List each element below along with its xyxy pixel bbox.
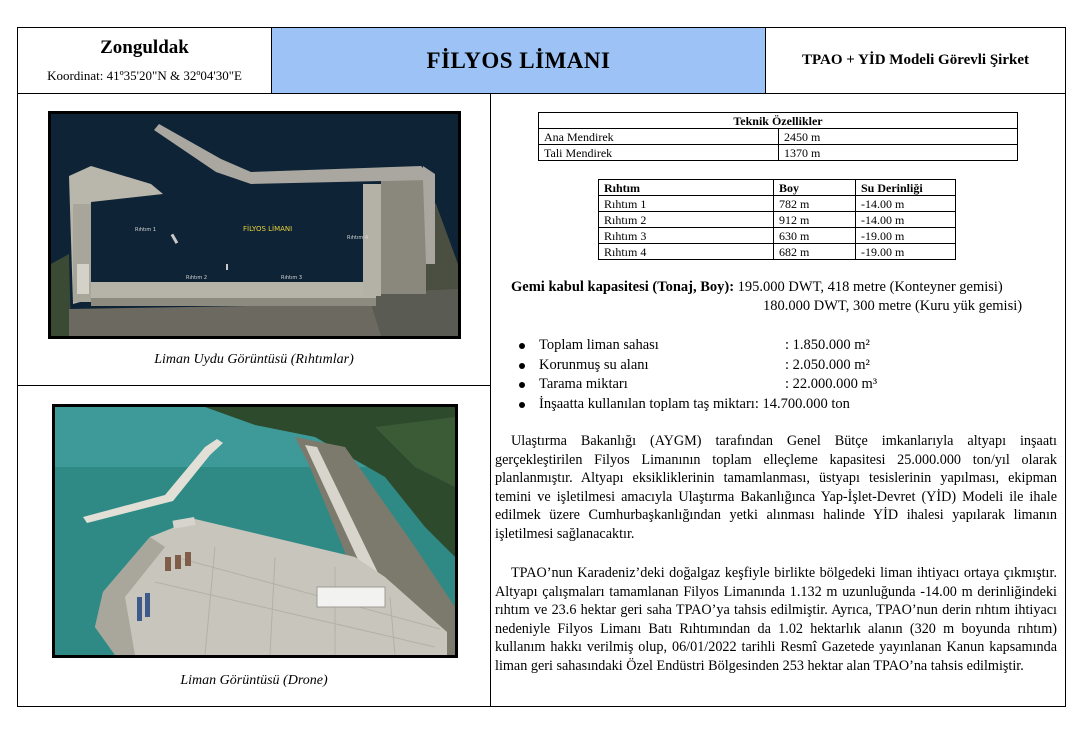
table-row xyxy=(539,129,1018,145)
bullet-icon xyxy=(519,382,525,388)
berth-1-label: Rıhtım 1 xyxy=(135,227,157,233)
spec-value: 1370 m xyxy=(779,145,1018,161)
drone-caption: Liman Görüntüsü (Drone) xyxy=(180,673,328,688)
satellite-image xyxy=(48,111,461,339)
table-row xyxy=(599,196,956,212)
location-cell xyxy=(18,28,272,93)
satellite-port-drawing xyxy=(51,114,458,336)
ship-capacity xyxy=(511,278,1022,316)
satellite-caption: Liman Uydu Görüntüsü (Rıhtımlar) xyxy=(154,352,354,367)
paragraph-ministry: Ulaştırma Bakanlığı (AYGM) tarafından Genel Bütçe imkanlarıyla altyapı inşaatı gerçekleştirilen Filyos Limanının toplam elleçleme kapasitesi 25.000.000 ton/yıl olarak planlanmıştır. Altyapı eksikliklerinin tamamlanması, üstyapı tesislerinin yapılması, ekipman temini ve işletilmesi amacıyla Ulaştırma Bakanlığınca Yap-İşlet-Devret (YİD) Modeli ile ihale edilmek üzere Cumhurbaşkanlığından yetki alınması halinde YİD ihalesi yapılarak limanın işletilmesi sağlanacaktır. xyxy=(495,433,1057,542)
berths-table xyxy=(598,179,956,260)
berth-length: 682 m xyxy=(774,244,856,260)
bullet-icon xyxy=(519,402,525,408)
paragraph-tpao: TPAO’nun Karadeniz’deki doğalgaz keşfiyle birlikte bölgedeki liman ihtiyacı ortaya çıkmıştır. Altyapı çalışmaları tamamlanan Filyos Limanında 1.132 m uzunluğunda -14.00 m derinliğindeki rıhtım ve 23.6 hektar geri saha TPAO’ya tahsis edilmiştir. Ayrıca, TPAO’nun derin rıhtım ihtiyacı nedeniyle Filyos Limanı Batı Rıhtımından da 1.02 hektarlık alanın (320 m boyunda rıhtım) kullanım hakkı verilmiş olup, 06/01/2022 tarihli Resmî Gazetede yayınlanan Kanun kapsamında liman geri sahasındaki Özel Endüstri Bölgesinden 253 hektar alan TPAO’na tahsis edilmiştir. xyxy=(495,565,1057,674)
column-header: Rıhtım xyxy=(599,180,774,196)
bullet-icon xyxy=(519,343,525,349)
berth-depth: -19.00 m xyxy=(856,244,956,260)
spec-name: Tali Mendirek xyxy=(539,145,779,161)
stat-value: : 22.000.000 m³ xyxy=(785,376,878,392)
berth-length: 912 m xyxy=(774,212,856,228)
details-column xyxy=(491,94,1065,706)
capacity-container: 195.000 DWT, 418 metre (Konteyner gemisi) xyxy=(737,279,1003,295)
capacity-bulk: 180.000 DWT, 300 metre (Kuru yük gemisi) xyxy=(763,298,1023,314)
stat-value: : 1.850.000 m² xyxy=(785,337,870,353)
column-header: Su Derinliği xyxy=(856,180,956,196)
stat-value: : 2.050.000 m² xyxy=(785,356,870,373)
table-row xyxy=(599,244,956,260)
header-row xyxy=(18,28,1065,94)
column-header: Boy xyxy=(774,180,856,196)
model-cell xyxy=(766,28,1065,93)
berth-name: Rıhtım 3 xyxy=(599,228,774,244)
drone-port-drawing xyxy=(55,407,455,655)
spec-name: Ana Mendirek xyxy=(539,129,779,145)
stat-label: Korunmuş su alanı xyxy=(539,356,649,373)
spec-value: 2450 m xyxy=(779,129,1018,145)
berth-4-label: Rıhtım 4 xyxy=(347,235,369,241)
table-row xyxy=(539,145,1018,161)
berth-name: Rıhtım 2 xyxy=(599,212,774,228)
berth-depth: -19.00 m xyxy=(856,228,956,244)
drone-image xyxy=(52,404,458,658)
satellite-panel xyxy=(18,94,490,386)
info-sheet xyxy=(17,27,1066,707)
title-cell xyxy=(272,28,766,93)
berth-depth: -14.00 m xyxy=(856,196,956,212)
berth-length: 630 m xyxy=(774,228,856,244)
page-title: FİLYOS LİMANI xyxy=(426,47,611,73)
stat-label: İnşaatta kullanılan toplam taş miktarı: 14.700.000 ton xyxy=(539,395,850,412)
bullet-icon xyxy=(519,363,525,369)
capacity-label: Gemi kabul kapasitesi (Tonaj, Boy): xyxy=(511,279,735,295)
berth-3-label: Rıhtım 3 xyxy=(281,275,303,281)
table-row xyxy=(599,212,956,228)
stat-label: Tarama miktarı xyxy=(539,376,628,392)
port-name-label: FİLYOS LİMANI xyxy=(243,225,293,233)
coordinates: Koordinat: 41º35'20"N & 32º04'30"E xyxy=(47,68,242,83)
berth-2-label: Rıhtım 2 xyxy=(186,275,208,281)
berth-length: 782 m xyxy=(774,196,856,212)
berth-depth: -14.00 m xyxy=(856,212,956,228)
technical-specs-title: Teknik Özellikler xyxy=(539,113,1018,129)
images-column xyxy=(18,94,491,706)
drone-panel xyxy=(18,386,490,706)
berth-name: Rıhtım 4 xyxy=(599,244,774,260)
stat-label: Toplam liman sahası xyxy=(539,337,659,353)
table-header-row xyxy=(599,180,956,196)
berth-name: Rıhtım 1 xyxy=(599,196,774,212)
operator-model: TPAO + YİD Modeli Görevli Şirket xyxy=(802,52,1029,68)
technical-specs-table xyxy=(538,112,1018,161)
table-row xyxy=(599,228,956,244)
city-name: Zonguldak xyxy=(100,37,189,58)
